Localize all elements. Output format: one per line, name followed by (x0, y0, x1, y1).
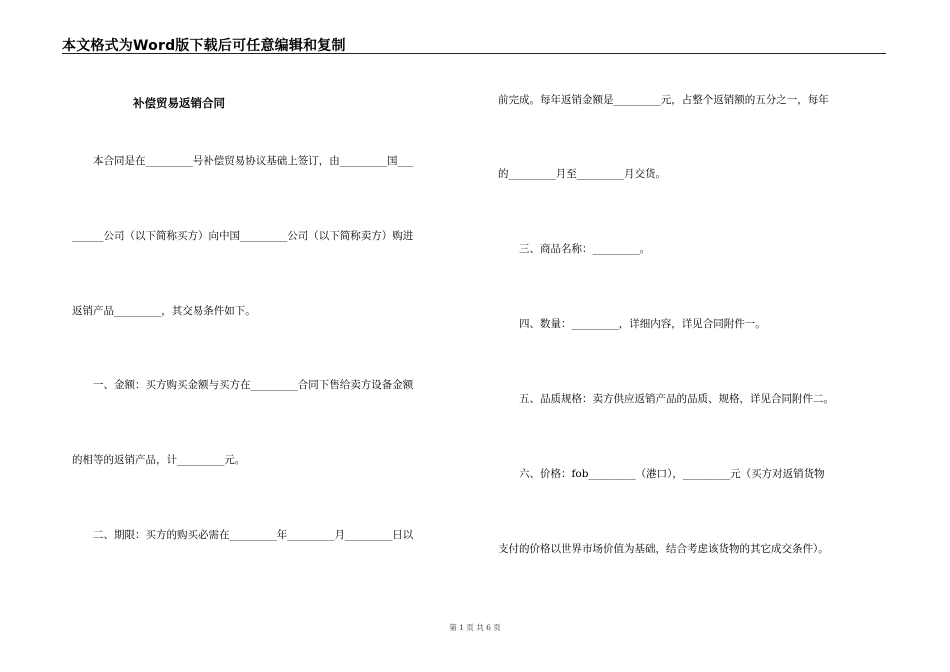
paragraph-line: 六、价格：fob_________（港口），_________元（买方对返销货物 (498, 468, 825, 480)
paragraph-line: 一、金额：买方购买金额与买方在_________合同下售给卖方设备金额 (72, 379, 414, 391)
paragraph-line: 支付的价格以世界市场价值为基础，结合考虑该货物的其它成交条件）。 (498, 543, 829, 555)
paragraph-line: 五、品质规格：卖方供应返销产品的品质、规格，详见合同附件二。 (498, 393, 834, 405)
paragraph-line: 三、商品名称：_________。 (498, 243, 651, 255)
paragraph-line: ______公司（以下简称买方）向中国_________公司（以下简称卖方）购进 (72, 230, 414, 242)
paragraph-line: 返销产品_________，其交易条件如下。 (72, 305, 256, 317)
document-header-title: 本文格式为Word版下载后可任意编辑和复制 (62, 38, 346, 54)
paragraph-line: 二、期限：买方的购买必需在_________年_________月_________日以 (72, 529, 414, 541)
paragraph-line: 的相等的返销产品，计_________元。 (72, 454, 246, 466)
paragraph-line: 本合同是在_________号补偿贸易协议基础上签订，由_________国___ (72, 155, 414, 167)
page-number: 第 1 页 共 6 页 (449, 623, 501, 632)
document-title: 补偿贸易返销合同 (133, 96, 225, 110)
left-column (72, 0, 467, 620)
paragraph-line: 四、数量：_________，详细内容，详见合同附件一。 (498, 318, 766, 330)
right-column (498, 0, 893, 620)
paragraph-line: 前完成。每年返销金额是_________元，占整个返销额的五分之一，每年 (498, 94, 829, 106)
paragraph-line: 的_________月至_________月交货。 (498, 168, 666, 180)
